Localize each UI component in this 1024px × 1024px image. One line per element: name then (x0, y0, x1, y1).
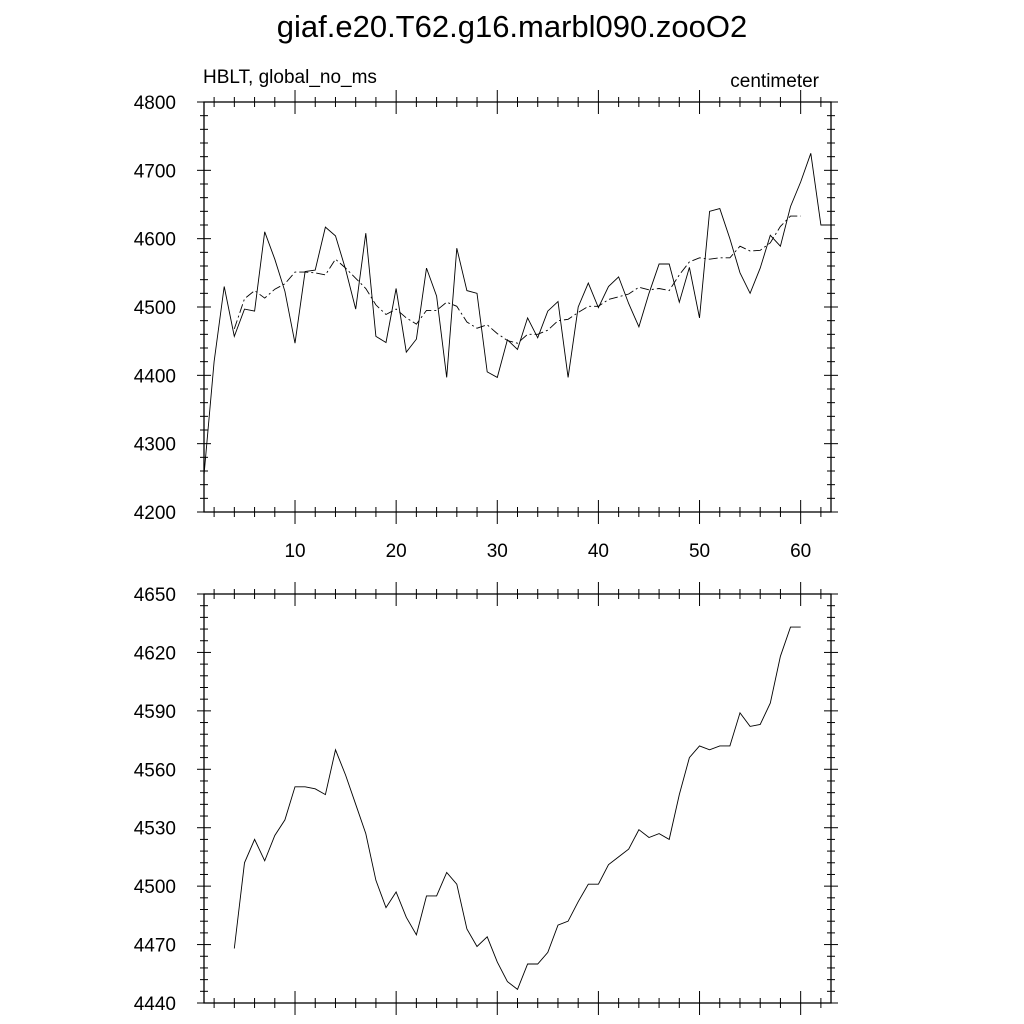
y-tick-label: 4470 (133, 935, 176, 957)
chart-title: giaf.e20.T62.g16.marbl090.zooO2 (276, 9, 748, 44)
y-tick-label: 4400 (133, 366, 176, 388)
y-tick-label: 4590 (133, 701, 176, 723)
plot-frame (204, 594, 831, 1003)
x-tick-label: 30 (486, 541, 508, 562)
x-tick-label: 20 (385, 541, 407, 562)
y-tick-label: 4560 (133, 760, 176, 782)
series-line (234, 627, 800, 989)
units-label: centimeter (730, 71, 819, 92)
x-tick-label: 10 (284, 541, 306, 562)
y-tick-label: 4300 (133, 434, 176, 456)
y-tick-label: 4700 (133, 161, 176, 183)
series-line-smoothed (234, 216, 800, 343)
y-tick-label: 4200 (133, 503, 176, 524)
plot-frame (204, 102, 831, 512)
x-tick-label: 60 (790, 541, 812, 562)
y-tick-label: 4600 (133, 229, 176, 251)
bottom-panel (134, 582, 838, 1015)
series-line (204, 153, 831, 475)
y-tick-label: 4800 (133, 93, 176, 114)
variable-label: HBLT, global_no_ms (203, 67, 377, 88)
y-tick-label: 4440 (133, 994, 176, 1015)
y-tick-label: 4500 (133, 877, 176, 899)
y-tick-label: 4650 (133, 585, 176, 606)
y-tick-label: 4620 (133, 643, 176, 665)
x-tick-label: 40 (587, 541, 609, 562)
y-tick-label: 4500 (133, 298, 176, 319)
x-tick-label: 50 (688, 541, 711, 562)
y-tick-label: 4530 (133, 818, 176, 840)
top-panel (134, 90, 838, 562)
